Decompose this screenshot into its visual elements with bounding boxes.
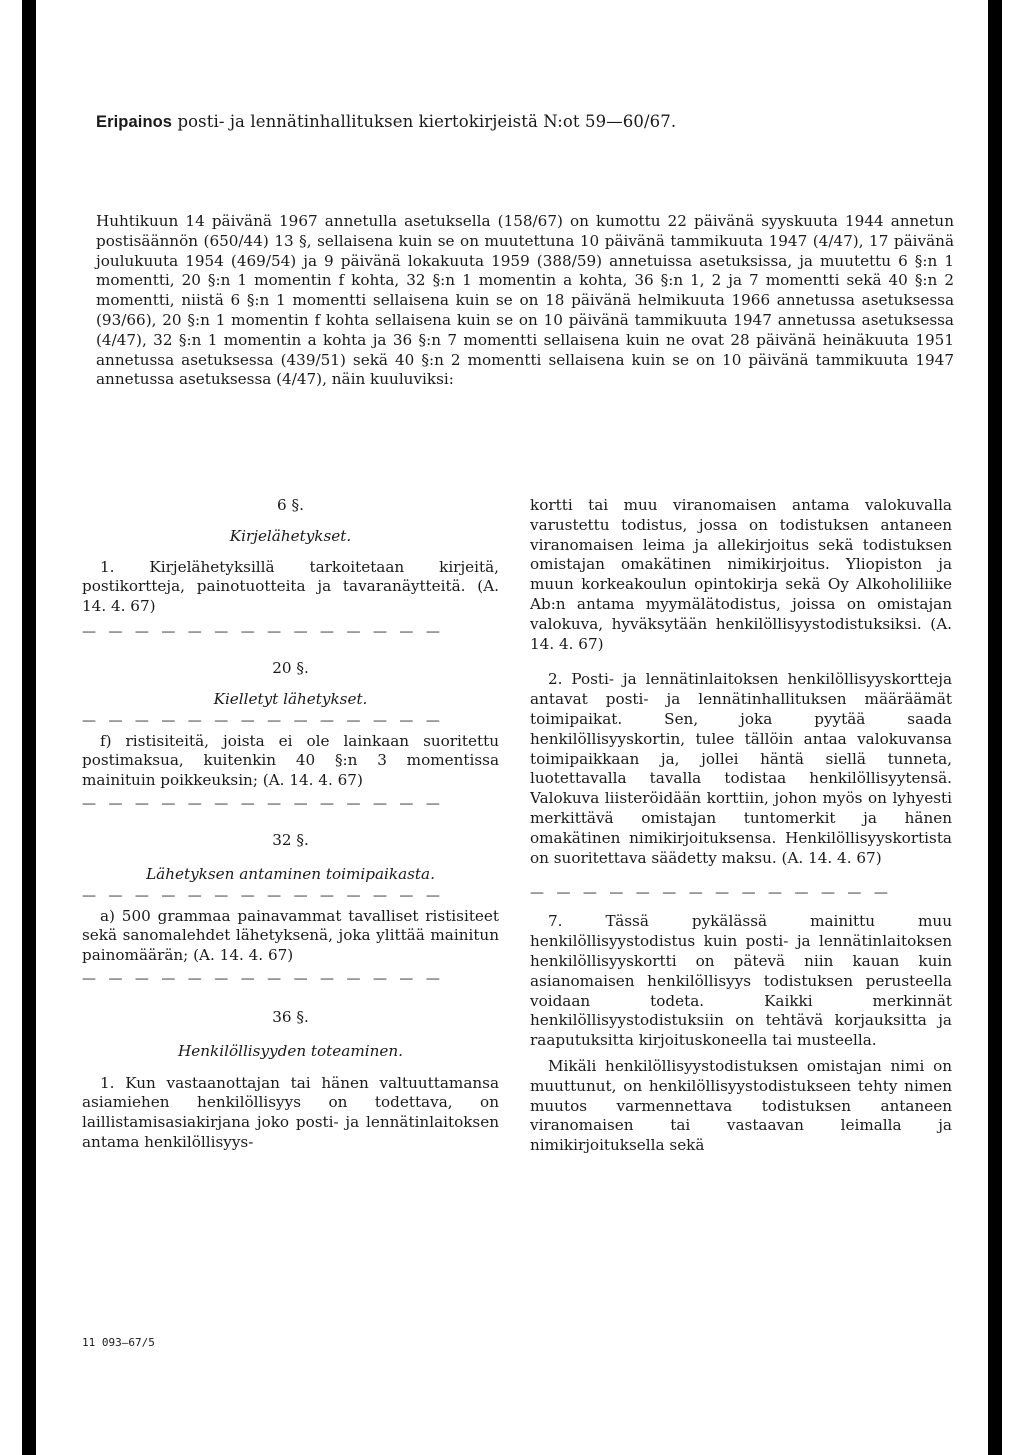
paragraph-2: 2. Posti- ja lennätinlaitoksen henkilöllisyyskortteja antavat posti- ja lennätinhallituksen määräämät toimipaikat. Sen, joka pyytää saada henkilöllisyyskortin, tulee tällöin antaa valokuvansa toimipaikkaan ja, jollei häntä siellä tunneta, luotettavalla tavalla todistaa henkilöllisyytensä. Valokuva liisteröidään korttiin, johon myös on lyhyesti merkittävä omistajan tuntomerkit ja hänen omakätinen nimikirjoituksensa. Henkilöllisyyskortista on suoritettava säädetty maksu. (A. 14. 4. 67): [530, 670, 952, 867]
scan-border-right: [988, 0, 1002, 1455]
section-6-heading: Kirjelähetykset.: [229, 526, 352, 545]
omission-dashes: — — — — — — — — — — — — — —: [82, 795, 444, 812]
section-32-heading: Lähetyksen antaminen toimipaikasta.: [146, 864, 435, 883]
header-text: posti- ja lennätinhallituksen kiertokirjeistä N:ot 59—60/67.: [177, 112, 677, 131]
section-20-number: 20 §.: [272, 658, 309, 677]
section-36-paragraph: 1. Kun vastaanottajan tai hänen valtuuttamansa asiamiehen henkilöllisyys on todettava, on laillistamisasiakirjana joko posti- ja lennätinlaitoksen antama henkilöllisyys-: [82, 1073, 499, 1151]
omission-dashes: — — — — — — — — — — — — — —: [82, 712, 444, 729]
header-bold: Eripainos: [96, 113, 173, 131]
omission-dashes: — — — — — — — — — — — — — —: [82, 887, 444, 904]
section-36-number: 36 §.: [272, 1007, 309, 1026]
paragraph-7: 7. Tässä pykälässä mainittu muu henkilöllisyystodistus kuin posti- ja lennätinlaitoksen henkilöllisyyskortti on pätevä niin kauan kuin asianomaisen henkilöllisyys todistuksen perusteella voidaan todeta. Kaikki merkinnät henkilöllisyystodistuksiin on tehtävä korjauksitta ja raaputuksitta kirjoituskoneella tai musteella.: [530, 912, 952, 1050]
left-column: [82, 496, 499, 1153]
section-36-heading: Henkilöllisyyden toteaminen.: [178, 1041, 403, 1060]
right-column: [530, 496, 952, 1156]
print-code: 11 093—67/5: [82, 1336, 155, 1349]
intro-paragraph: Huhtikuun 14 päivänä 1967 annetulla asetuksella (158/67) on kumottu 22 päivänä syyskuuta 1944 annetun postisäännön (650/44) 13 §, sellaisena kuin se on muutettuna 10 päivänä tammikuuta 1947 (4/47), 17 päivänä joulukuuta 1954 (469/54) ja 9 päivänä lokakuuta 1959 (388/59) annetuissa asetuksissa, ja muutettu 6 §:n 1 momentti, 20 §:n 1 momentin f kohta, 32 §:n 1 momentin a kohta, 36 §:n 1, 2 ja 7 momentti sekä 40 §:n 2 momentti, niistä 6 §:n 1 momentti sellaisena kuin se on 18 päivänä helmikuuta 1966 annetussa asetuksessa (93/66), 20 §:n 1 momentin f kohta sellaisena kuin se on 10 päivänä tammikuuta 1947 annetussa asetuksessa (4/47), 32 §:n 1 momentin a kohta ja 36 §:n 7 momentti sellaisena kuin ne ovat 28 päivänä heinäkuuta 1951 annetussa asetuksessa (439/51) sekä 40 §:n 2 momentti sellaisena kuin se on 10 päivänä tammikuuta 1947 annetussa asetuksessa (4/47), näin kuuluviksi:: [96, 212, 954, 389]
name-change-paragraph: Mikäli henkilöllisyystodistuksen omistajan nimi on muuttunut, on henkilöllisyystodistukseen tehty nimen muutos varmennettava todistuksen antaneen viranomaisen tai vastaavan leimalla ja nimikirjoituksella sekä: [530, 1056, 952, 1155]
section-6-paragraph: 1. Kirjelähetyksillä tarkoitetaan kirjeitä, postikortteja, painotuotteita ja tavaranäytteitä. (A. 14. 4. 67): [82, 557, 499, 616]
scan-border-left: [22, 0, 36, 1455]
omission-dashes: — — — — — — — — — — — — — —: [82, 623, 444, 640]
section-20-paragraph: f) ristisiteitä, joista ei ole lainkaan suoritettu postimaksua, kuitenkin 40 §:n 3 momentissa mainituin poikkeuksin; (A. 14. 4. 67): [82, 731, 499, 790]
continued-paragraph: kortti tai muu viranomaisen antama valokuvalla varustettu todistus, jossa on todistuksen antaneen viranomaisen leima ja allekirjoitus sekä todistuksen omistajan omakätinen nimikirjoitus. Yliopiston ja muun korkeakoulun opintokirja sekä Oy Alkoholiliike Ab:n antama myymälätodistus, joissa on omistajan valokuva, hyväksytään henkilöllisyystodistuksiksi. (A. 14. 4. 67): [530, 496, 952, 653]
section-32-number: 32 §.: [272, 830, 309, 849]
section-32-paragraph: a) 500 grammaa painavammat tavalliset ristisiteet sekä sanomalehdet lähetyksenä, joka ylittää mainitun painomäärän; (A. 14. 4. 67): [82, 906, 499, 965]
section-6-number: 6 §.: [277, 496, 304, 514]
omission-dashes: — — — — — — — — — — — — — —: [530, 885, 892, 902]
document-header: [96, 112, 676, 132]
omission-dashes: — — — — — — — — — — — — — —: [82, 970, 444, 987]
section-20-heading: Kielletyt lähetykset.: [213, 689, 368, 708]
